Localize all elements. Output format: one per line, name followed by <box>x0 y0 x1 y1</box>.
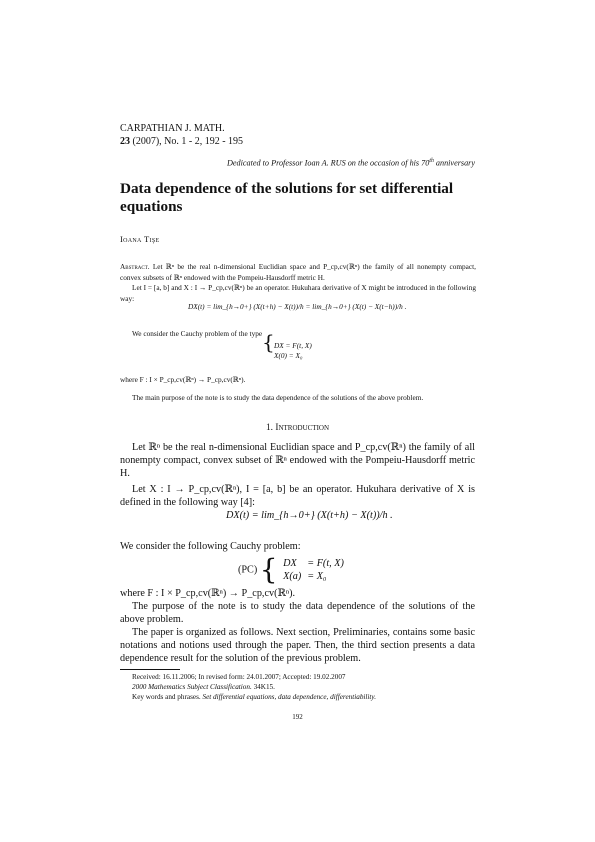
dedication <box>120 158 475 168</box>
abstract-system-row2: X(0) = X₀ <box>274 351 303 360</box>
body-p3: We consider the following Cauchy problem: <box>120 541 301 552</box>
footnotes <box>132 673 477 702</box>
author: Ioana Tişe <box>120 234 160 244</box>
footnote-msc <box>132 683 477 693</box>
section-title: Introduction <box>275 423 330 433</box>
hukuhara-equation-text: DX(t) = lim_{h→0+} (X(t+h) − X(t))/h . <box>226 510 393 521</box>
pc-system <box>280 557 347 583</box>
abstract-heading: Abstract. <box>120 262 150 271</box>
body-p2: Let X : I → P_cp,cv(ℝⁿ), I = [a, b] be an operator. Hukuhara derivative of X is defined in the following way [4]: <box>120 484 475 508</box>
pc-lhs: DX <box>283 558 297 569</box>
body-p1: Let ℝⁿ be the real n-dimensional Euclidian space and P_cp,cv(ℝⁿ) the family of all nonempty compact, convex subset of ℝⁿ endowed with the Pompeiu-Hausdorff metric H. <box>120 442 475 479</box>
journal-name: CARPATHIAN J. MATH. <box>120 123 225 134</box>
abstract-p3: We consider the Cauchy problem of the type <box>132 329 263 338</box>
abstract-p1-text: Let ℝⁿ be the real n-dimensional Euclidian space and P_cp,cv(ℝⁿ) the family of all nonempty compact, convex subsets of ℝⁿ endowed with the Pompeiu-Hausdorff metric H. <box>120 262 477 282</box>
abstract-p2: Let I = [a, b] and X : I → P_cp,cv(ℝⁿ) be an operator. Hukuhara derivative of X might be introduced in the following way: <box>120 283 476 303</box>
journal-issue <box>120 135 243 148</box>
section-heading <box>0 423 595 433</box>
brace-icon: { <box>262 330 275 354</box>
footnote-divider <box>120 669 180 670</box>
pc-rhs: = F(t, X) <box>307 558 344 569</box>
brace-icon: { <box>259 553 278 586</box>
hukuhara-equation <box>226 510 393 521</box>
abstract-end <box>120 368 476 411</box>
footnote-keywords-label: Key words and phrases. <box>132 692 201 701</box>
footnote-msc-label: 2000 Mathematics Subject Classification. <box>132 682 252 691</box>
body-p6: The paper is organized as follows. Next section, Preliminaries, contains some basic notations and notions used through the paper. Then, the third section presents a data dependence result for the solution of the previous problem. <box>120 627 475 664</box>
footnote-keywords <box>132 693 477 703</box>
paper-title: Data dependence of the solutions for set differential equations <box>120 180 454 215</box>
dedication-sup: th <box>429 158 434 164</box>
journal-header <box>120 122 243 148</box>
body-p5: The purpose of the note is to study the data dependence of the solutions of the above problem. <box>120 601 475 625</box>
abstract-equation <box>188 302 406 311</box>
abstract-p1 <box>120 262 476 283</box>
dedication-text-end: anniversary <box>433 158 475 168</box>
pc-label: (PC) <box>238 564 258 576</box>
footnote-received: Received: 16.11.2006; In revised form: 24.01.2007; Accepted: 19.02.2007 <box>132 673 346 681</box>
body-outro <box>120 587 475 665</box>
journal-volume: 23 <box>120 136 130 147</box>
abstract-system-row1: DX = F(t, X) <box>274 341 312 350</box>
footnote-keywords-value: Set differential equations, data dependence, differentiability. <box>200 692 376 701</box>
pc-rhs: = X₀ <box>307 571 327 582</box>
page-number: 192 <box>292 713 303 721</box>
abstract-system <box>262 330 312 361</box>
abstract-p4: where F : I × P_cp,cv(ℝⁿ) → P_cp,cv(ℝⁿ). <box>120 375 246 385</box>
footnote-msc-value: 34K15. <box>251 682 275 691</box>
body-p4: where F : I × P_cp,cv(ℝⁿ) → P_cp,cv(ℝⁿ). <box>120 588 296 599</box>
section-number: 1. <box>265 423 273 433</box>
abstract-equation-text: DX(t) = lim_{h→0+} (X(t+h) − X(t))/h = lim_{h→0+} (X(t) − X(t−h))/h . <box>188 302 407 311</box>
body-intro <box>120 441 475 509</box>
abstract-p3-block <box>120 329 476 340</box>
pc-row <box>280 570 347 583</box>
journal-issue-text: (2007), No. 1 - 2, 192 - 195 <box>132 136 244 147</box>
body-cauchy-intro <box>120 540 475 553</box>
cauchy-problem <box>238 553 347 586</box>
pc-lhs: X(a) <box>283 571 302 582</box>
dedication-text: Dedicated to Professor Ioan A. RUS on the occasion of his 70 <box>226 158 430 168</box>
abstract <box>120 262 476 304</box>
abstract-p5: The main purpose of the note is to study the data dependence of the solutions of the above problem. <box>132 393 424 403</box>
pc-row <box>280 557 347 570</box>
